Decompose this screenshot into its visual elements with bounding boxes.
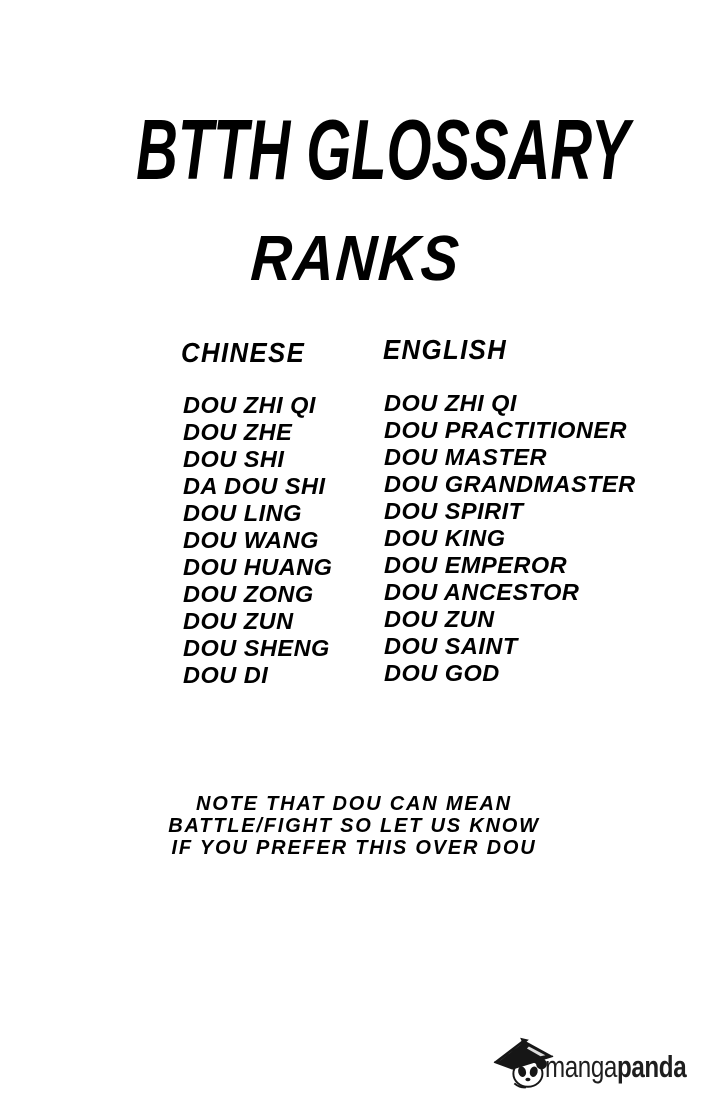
section-heading: RANKS (249, 222, 463, 294)
english-rank-item: DOU MASTER (384, 444, 547, 470)
english-ranks-list (384, 390, 636, 687)
section-heading-row (0, 222, 720, 294)
chinese-rank-item: DOU ZUN (183, 608, 294, 634)
english-rank-item: DOU KING (384, 525, 506, 551)
english-rank-item: DOU EMPEROR (384, 552, 568, 578)
brand-manga-text: manga (544, 1048, 617, 1084)
chinese-rank-item: DOU ZONG (183, 581, 314, 607)
english-column-header: ENGLISH (383, 334, 508, 365)
chinese-rank-item: DOU WANG (183, 527, 319, 553)
english-rank-item: DOU ANCESTOR (384, 579, 580, 605)
chinese-rank-item: DOU DI (183, 662, 269, 688)
english-rank-item: DOU SPIRIT (384, 498, 524, 524)
chinese-ranks-list (183, 392, 332, 689)
chinese-column-header: CHINESE (181, 337, 306, 368)
english-rank-item: DOU GOD (384, 660, 500, 686)
page-title-row (19, 103, 728, 198)
english-rank-item: DOU GRANDMASTER (384, 471, 636, 497)
chinese-rank-item: DOU ZHI QI (183, 392, 316, 418)
translator-note (0, 793, 718, 859)
english-rank-item: DOU PRACTITIONER (384, 417, 627, 443)
watermark-brand-text (545, 1045, 686, 1082)
brand-panda-text: panda (616, 1048, 687, 1084)
chinese-rank-item: DA DOU SHI (183, 473, 326, 499)
translator-note-line: BATTLE/FIGHT SO LET US KNOW (168, 815, 540, 837)
english-rank-item: DOU ZUN (384, 606, 495, 632)
english-rank-item: DOU ZHI QI (384, 390, 517, 416)
page-title: BTTH GLOSSARY (136, 103, 630, 198)
chinese-rank-item: DOU LING (183, 500, 302, 526)
chinese-rank-item: DOU SHI (183, 446, 285, 472)
english-rank-item: DOU SAINT (384, 633, 518, 659)
translator-note-line: IF YOU PREFER THIS OVER DOU (171, 837, 537, 859)
chinese-rank-item: DOU SHENG (183, 635, 330, 661)
chinese-rank-item: DOU HUANG (183, 554, 333, 580)
chinese-rank-item: DOU ZHE (183, 419, 293, 445)
translator-note-line: NOTE THAT DOU CAN MEAN (196, 793, 512, 815)
mangapanda-watermark (493, 1036, 726, 1090)
